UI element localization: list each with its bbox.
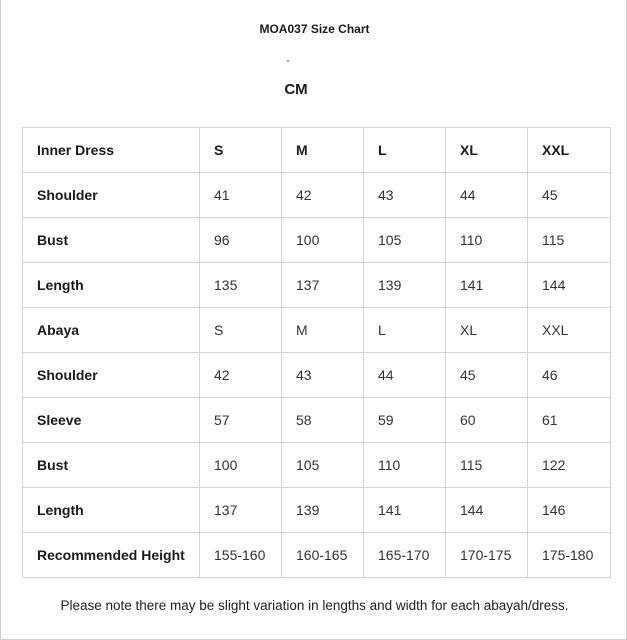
table-cell: 122	[528, 443, 611, 488]
table-cell: 45	[446, 353, 528, 398]
table-cell: 155-160	[200, 533, 282, 578]
page-title: MOA037 Size Chart	[259, 22, 370, 36]
table-row	[23, 443, 611, 488]
table-cell: 137	[200, 488, 282, 533]
row-label: Bust	[23, 218, 200, 263]
table-row	[23, 218, 611, 263]
table-cell: 115	[446, 443, 528, 488]
table-cell: 100	[282, 218, 364, 263]
footnote: Please note there may be slight variation in lengths and width for each abayah/dress.	[60, 598, 569, 613]
table-cell: 144	[446, 488, 528, 533]
table-cell: 60	[446, 398, 528, 443]
row-label: Length	[23, 263, 200, 308]
table-cell: 141	[364, 488, 446, 533]
table-cell: 41	[200, 173, 282, 218]
table-cell: XL	[446, 308, 528, 353]
table-cell: 139	[364, 263, 446, 308]
table-cell: 175-180	[528, 533, 611, 578]
header-cell-size-xxl: XXL	[528, 128, 611, 173]
row-label: Sleeve	[23, 398, 200, 443]
decorative-dot	[287, 60, 289, 62]
table-cell: 42	[282, 173, 364, 218]
table-cell: 160-165	[282, 533, 364, 578]
table-cell: 110	[446, 218, 528, 263]
table-cell: 115	[528, 218, 611, 263]
table-cell: 42	[200, 353, 282, 398]
table-cell: 100	[200, 443, 282, 488]
table-row	[23, 488, 611, 533]
table-cell: 135	[200, 263, 282, 308]
table-row	[23, 263, 611, 308]
table-cell: 170-175	[446, 533, 528, 578]
table-cell: 45	[528, 173, 611, 218]
table-cell: L	[364, 308, 446, 353]
table-header-row	[23, 128, 611, 173]
row-label: Length	[23, 488, 200, 533]
table-cell: 96	[200, 218, 282, 263]
row-label: Bust	[23, 443, 200, 488]
table-cell: 43	[282, 353, 364, 398]
table-cell: 105	[364, 218, 446, 263]
table-row	[23, 533, 611, 578]
size-chart-table	[22, 127, 611, 578]
table-cell: 141	[446, 263, 528, 308]
table-cell: 139	[282, 488, 364, 533]
table-cell: 110	[364, 443, 446, 488]
table-cell: 57	[200, 398, 282, 443]
table-cell: 165-170	[364, 533, 446, 578]
table-cell: 58	[282, 398, 364, 443]
header-cell-size-xl: XL	[446, 128, 528, 173]
row-label: Shoulder	[23, 353, 200, 398]
row-label: Abaya	[23, 308, 200, 353]
table-cell: 44	[446, 173, 528, 218]
table-cell: 144	[528, 263, 611, 308]
table-cell: 43	[364, 173, 446, 218]
table-cell: S	[200, 308, 282, 353]
table-row	[23, 398, 611, 443]
table-cell: 105	[282, 443, 364, 488]
table-cell: 146	[528, 488, 611, 533]
table-cell: 46	[528, 353, 611, 398]
table-cell: M	[282, 308, 364, 353]
header-cell-size-s: S	[200, 128, 282, 173]
table-cell: 44	[364, 353, 446, 398]
table-row	[23, 308, 611, 353]
header-cell-size-m: M	[282, 128, 364, 173]
row-label: Recommended Height	[23, 533, 200, 578]
table-cell: 61	[528, 398, 611, 443]
unit-label: CM	[284, 81, 308, 98]
table-cell: 59	[364, 398, 446, 443]
table-row	[23, 353, 611, 398]
table-cell: 137	[282, 263, 364, 308]
table-row	[23, 173, 611, 218]
table-cell: XXL	[528, 308, 611, 353]
header-cell-inner-dress: Inner Dress	[23, 128, 200, 173]
header-cell-size-l: L	[364, 128, 446, 173]
row-label: Shoulder	[23, 173, 200, 218]
